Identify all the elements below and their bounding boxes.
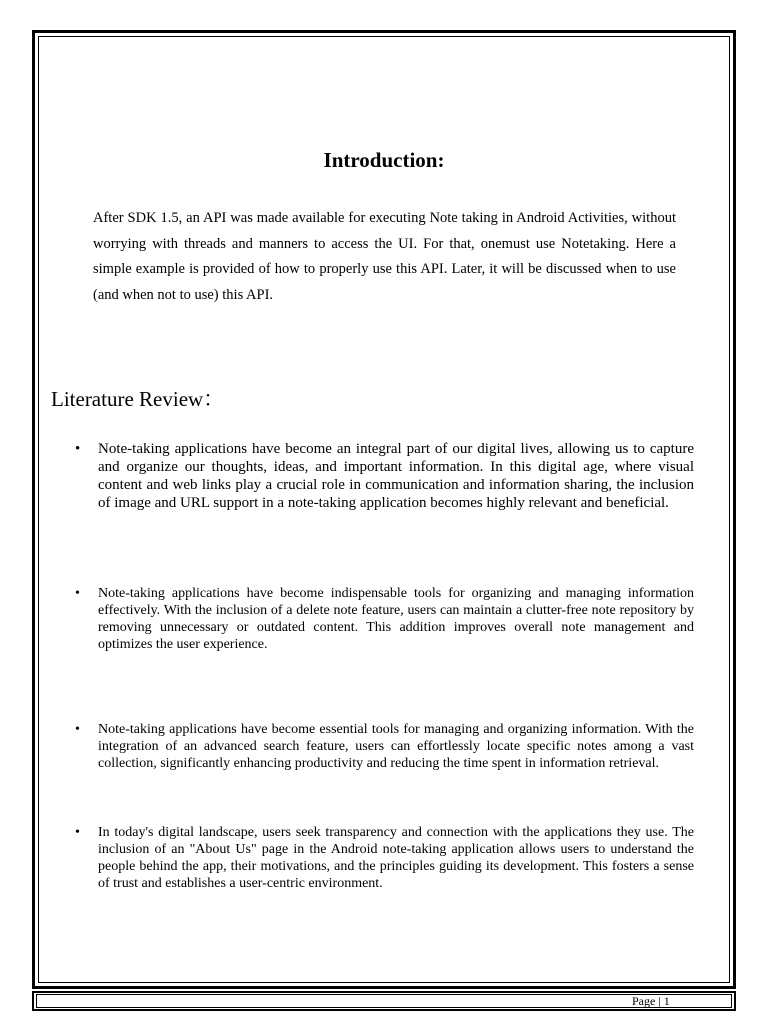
introduction-paragraph: After SDK 1.5, an API was made available for executing Note taking in Android Activities, without worrying with threads and manners to access the UI. For that, onemust use Notetaking. Here a simple example is provided of how to properly use this API. Later, it will be discussed when to use (and when not to use) this API. xyxy=(93,210,676,303)
bullet-icon: • xyxy=(75,586,80,601)
list-item-text: In today's digital landscape, users seek transparency and connection with the applications they use. The inclusion of an "About Us" page in the Android note-taking application allows users to understand the people behind the app, their motivations, and the principles guiding its development. This fosters a sense of trust and establishes a user-centric environment. xyxy=(98,825,694,891)
literature-review-heading: Literature Review： xyxy=(51,387,225,411)
page-number: Page | 1 xyxy=(632,994,670,1008)
bullet-icon: • xyxy=(75,722,80,737)
bullet-icon: • xyxy=(75,825,80,840)
list-item-text: Note-taking applications have become indispensable tools for organizing and managing information effectively. With the inclusion of a delete note feature, users can maintain a clutter-free note repository by removing unnecessary or outdated content. This addition improves overall note management and optimizes the user experience. xyxy=(98,586,694,652)
list-item-text: Note-taking applications have become essential tools for managing and organizing information. With the integration of an advanced search feature, users can effortlessly locate specific notes among a vast collection, significantly enhancing productivity and reducing the time spent in information retrieval. xyxy=(98,722,694,771)
footer-border-inner xyxy=(36,994,732,1008)
list-item-text: Note-taking applications have become an integral part of our digital lives, allowing us to capture and organize our thoughts, ideas, and important information. In this digital age, where visual content and web links play a crucial role in communication and information sharing, the inclusion of image and URL support in a note-taking application becomes highly relevant and beneficial. xyxy=(98,441,694,511)
bullet-icon: • xyxy=(75,441,81,457)
introduction-heading: Introduction: xyxy=(323,148,445,172)
